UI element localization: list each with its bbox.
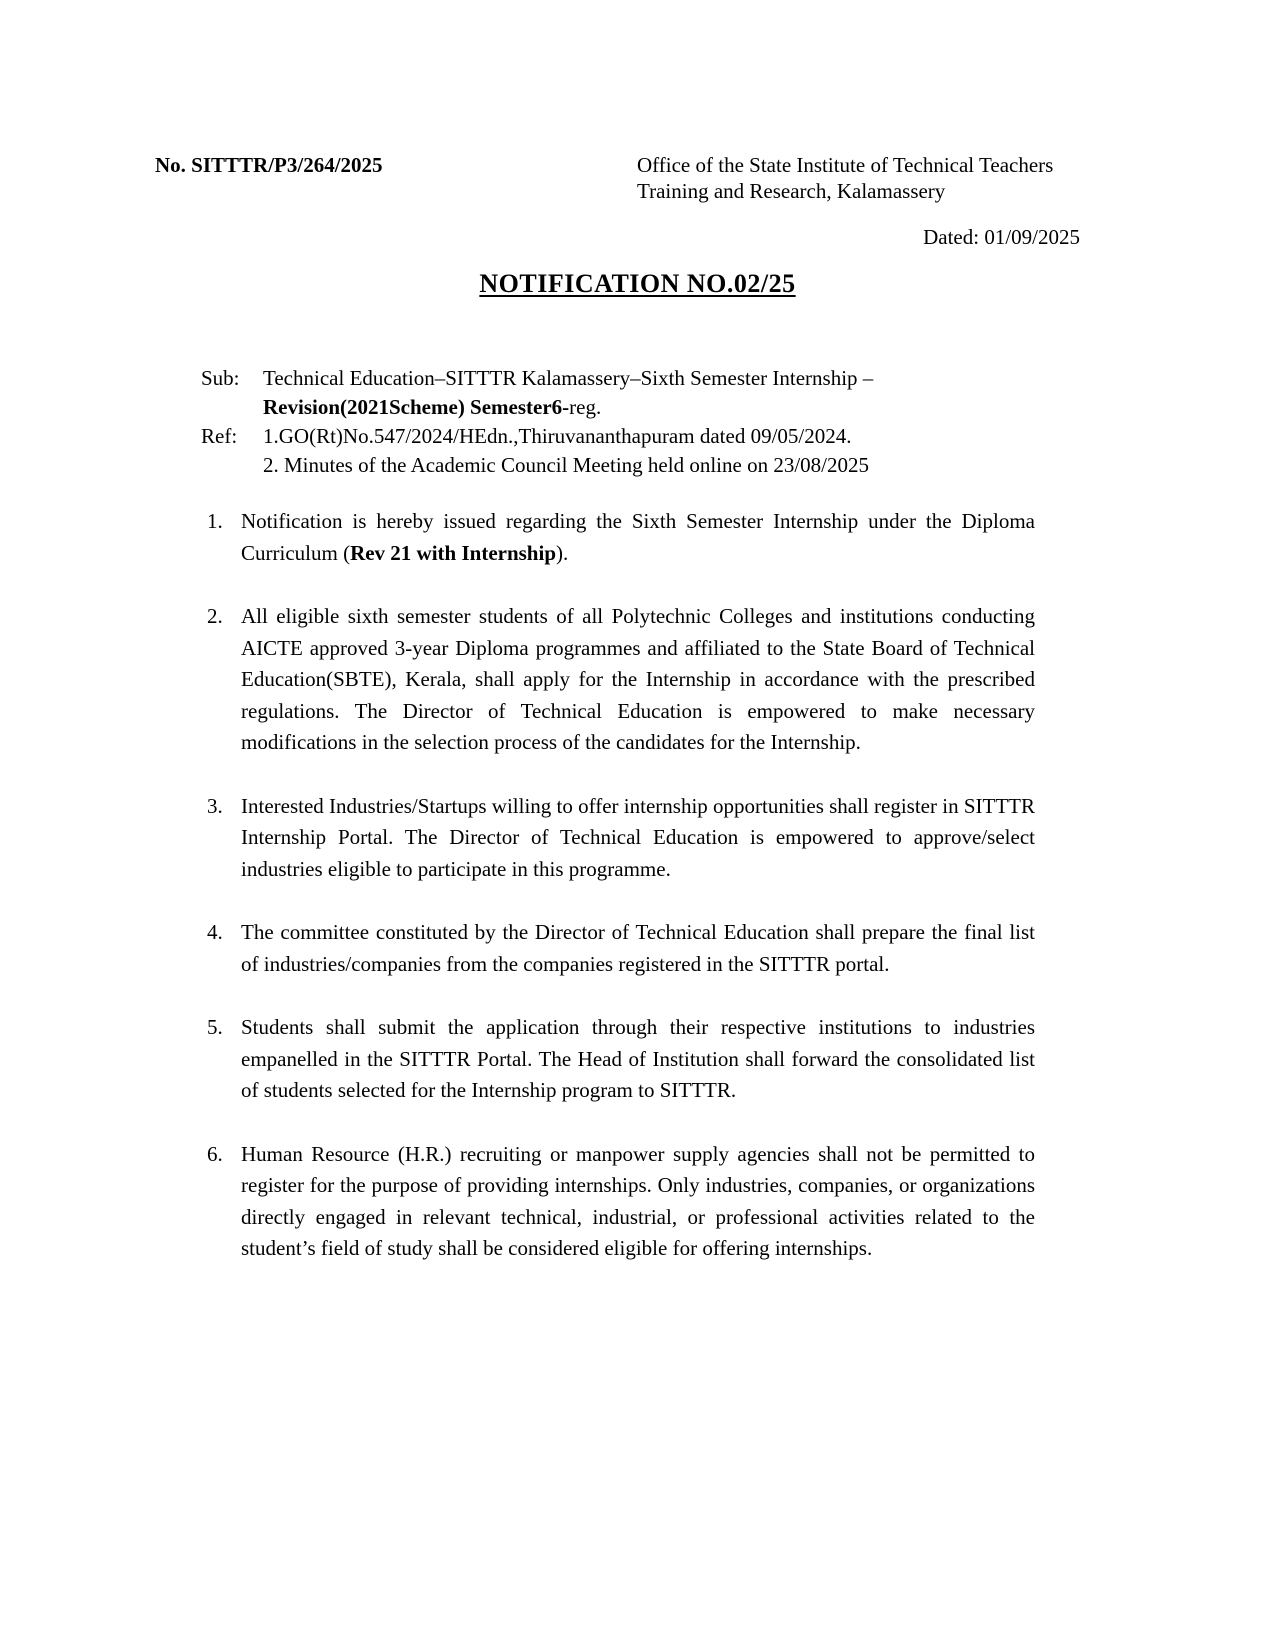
subject-body — [263, 364, 1046, 422]
office-address — [637, 152, 1097, 204]
item-text-post: ). — [556, 540, 569, 565]
subject-line2-bold: Revision(2021Scheme) Semester6- — [263, 395, 570, 419]
list-item — [207, 1012, 1037, 1107]
item-number: 5. — [207, 1015, 223, 1039]
item-text-bold: Rev 21 with Internship — [350, 540, 557, 565]
item-number: 2. — [207, 604, 223, 628]
item-text: Students shall submit the application through their respective institutions to industries empanelled in the SITTTR Portal. The Head of Institution shall forward the consolidated list of students selected for the Internship program to SITTTR. — [241, 1015, 1035, 1102]
subject-label: Sub: — [201, 366, 240, 390]
reference-label: Ref: — [201, 424, 238, 448]
subject-line2-rest: reg. — [569, 395, 602, 419]
reference-item: 2. Minutes of the Academic Council Meeting held online on 23/08/2025 — [263, 453, 869, 477]
item-number: 4. — [207, 920, 223, 944]
office-address-line2: Training and Research, Kalamassery — [637, 179, 946, 203]
reference-item: 1.GO(Rt)No.547/2024/HEdn.,Thiruvananthapuram dated 09/05/2024. — [263, 424, 852, 448]
item-text: The committee constituted by the Director of Technical Education shall prepare the final list of industries/companies from the companies registered in the SITTTR portal. — [241, 920, 1035, 976]
office-address-line1: Office of the State Institute of Technical Teachers — [637, 153, 1054, 177]
subject-row — [201, 364, 1046, 422]
notification-title: NOTIFICATION NO.02/25 — [479, 269, 796, 298]
item-text-pre: Notification is hereby issued regarding the Sixth Semester Internship under the Diploma Curriculum ( — [241, 509, 1035, 565]
list-item — [207, 791, 1037, 886]
item-text — [241, 506, 1035, 569]
subject-line1: Technical Education–SITTTR Kalamassery–Sixth Semester Internship – — [263, 366, 874, 390]
item-number: 6. — [207, 1141, 223, 1166]
list-item — [207, 917, 1037, 980]
list-item — [207, 601, 1037, 759]
subject-line2 — [263, 393, 1046, 422]
list-item — [207, 506, 1037, 569]
item-text: All eligible sixth semester students of all Polytechnic Colleges and institutions conducting AICTE approved 3-year Diploma programmes and affiliated to the State Board of Technical Education(SBTE), Kerala, shall apply for the Internship in accordance with the prescribed regulations. The Director of Technical Education is empowered to make necessary modifications in the selection process of the candidates for the Internship. — [241, 604, 1035, 754]
item-number: 1. — [207, 509, 223, 533]
dated-line: Dated: 01/09/2025 — [923, 225, 1080, 249]
item-text: Interested Industries/Startups willing to offer internship opportunities shall register in SITTTR Internship Portal. The Director of Technical Education is empowered to approve/select industries eligible to participate in this programme. — [241, 793, 1035, 881]
file-reference-number: No. SITTTR/P3/264/2025 — [155, 153, 383, 177]
item-number: 3. — [207, 793, 223, 818]
title-row — [0, 269, 1275, 299]
subject-reference-block — [201, 364, 1046, 480]
item-text: Human Resource (H.R.) recruiting or manpower supply agencies shall not be permitted to register for the purpose of providing internships. Only industries, companies, or organizations directly engaged in relevant technical, industrial, or professional activities related to the student’s field of study shall be considered eligible for offering internships. — [241, 1141, 1035, 1260]
notification-list — [207, 506, 1037, 1297]
list-item — [207, 1139, 1037, 1265]
reference-body — [263, 422, 1046, 480]
reference-row — [201, 422, 1046, 480]
